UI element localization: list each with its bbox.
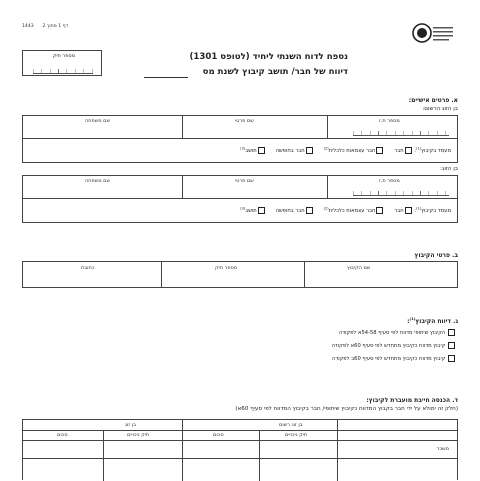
col-first-name: שם פרטי — [235, 118, 254, 124]
econ-indep-note: (2) — [323, 206, 329, 211]
leave-checkbox[interactable] — [306, 147, 313, 154]
kibbutz-details-box — [22, 261, 458, 288]
col-first-name: שם פרטי — [235, 178, 254, 184]
id-digit-boxes[interactable] — [353, 191, 449, 196]
divider — [23, 198, 457, 199]
resident-note: (3) — [240, 146, 246, 151]
col-id: מספר ת.ז — [379, 118, 400, 124]
report-option-1-checkbox[interactable] — [448, 329, 455, 336]
econ-indep-note: (2) — [323, 146, 329, 151]
report-option-3-label: קיבוץ מדווח כקיבוץ מתחדש לפי סעיף 60ב לפקודה — [331, 356, 446, 362]
report-option-2[interactable] — [332, 342, 456, 349]
logo-emblem-icon — [410, 20, 456, 50]
status-label: מעמד בקיבוץ — [421, 148, 451, 154]
status-row: מעמד בקיבוץ$^{(1)}$: חבר חבר עצמאות כלכלית$^{(2)}$ חבר בחופשה תושב$^{(3)}$ — [240, 146, 451, 154]
col-family-name: שם משפחה — [85, 118, 111, 124]
report-option-2-checkbox[interactable] — [448, 342, 455, 349]
form-subtitle: דיווח של חבר/ תושב קיבוץ לשנת מס — [202, 67, 348, 77]
divider — [23, 440, 457, 441]
divider — [327, 116, 328, 138]
resident-note: (3) — [240, 206, 246, 211]
spouse-box — [22, 175, 458, 223]
col-family-name: שם משפחה — [85, 178, 111, 184]
econ-indep-label: חבר עצמאות כלכלית — [328, 148, 376, 154]
report-option-3-checkbox[interactable] — [448, 355, 455, 362]
resident-label: תושב — [245, 208, 257, 214]
col-kibbutz-name: שם הקיבוץ — [347, 265, 371, 271]
status-note: (1) — [416, 146, 422, 151]
page-ref-text: דף 1 מתוך 2 — [42, 24, 69, 29]
section-c-note: (1) — [409, 317, 416, 321]
col-sum-registered: סכום — [213, 432, 224, 438]
section-d-subtitle: (חלק זה ימולא על ידי חבר בקבוץ המדווח כקיבוץ שיתופי/ חבר בקיבוץ המדווח לפי סעיף 60א) — [235, 406, 458, 412]
divider — [23, 138, 457, 139]
divider — [161, 262, 162, 287]
col-file-number: מספר תיק — [215, 265, 238, 271]
section-b-title: ב. פרטי הקיבוץ — [414, 252, 458, 259]
page-reference — [22, 25, 68, 30]
group-spouse: בן זוג — [125, 422, 136, 428]
divider — [259, 430, 260, 481]
col-id: מספר ת.ז — [379, 178, 400, 184]
status-note: (1) — [416, 206, 422, 211]
leave-label: חבר בחופשה — [275, 208, 305, 214]
section-d-title: ד. הכנסה חייבת מועברת לקיבוץ: — [366, 397, 458, 404]
report-option-1[interactable] — [339, 329, 456, 336]
econ-indep-label: חבר עצמאות כלכלית — [328, 208, 376, 214]
resident-checkbox[interactable] — [258, 207, 265, 214]
member-checkbox[interactable] — [405, 147, 412, 154]
col-address: כתובת — [81, 265, 95, 271]
member-checkbox[interactable] — [405, 207, 412, 214]
econ-indep-checkbox[interactable] — [376, 147, 383, 154]
member-label: חבר — [394, 148, 404, 154]
divider — [23, 430, 457, 431]
section-c-title-text: ג. דיווח הקיבוץ — [415, 318, 458, 325]
econ-indep-checkbox[interactable] — [376, 207, 383, 214]
section-c-title: ג. דיווח הקיבוץ$^{(1)}$: — [407, 317, 458, 325]
registered-spouse-label: בן הזוג הרשום: — [422, 106, 458, 112]
divider — [182, 176, 183, 198]
report-option-2-label: קיבוץ מדווח כקיבוץ מתחדש לפי סעיף 60א לפקודה — [331, 343, 446, 349]
leave-checkbox[interactable] — [306, 207, 313, 214]
tax-year-field-line[interactable] — [144, 77, 188, 78]
transferred-income-table — [22, 419, 458, 480]
divider — [23, 458, 457, 459]
leave-label: חבר בחופשה — [275, 148, 305, 154]
col-deductions-spouse: תיק ניכויים — [127, 432, 150, 438]
registered-spouse-box — [22, 115, 458, 163]
report-option-1-label: הקיבוץ שיתופי מדווח לפי סעיף 54-58א לפקודה — [338, 330, 446, 336]
member-label: חבר — [394, 208, 404, 214]
col-deductions-registered: תיק ניכויים — [285, 432, 308, 438]
id-digit-boxes[interactable] — [353, 131, 449, 136]
resident-checkbox[interactable] — [258, 147, 265, 154]
divider — [182, 116, 183, 138]
form-number: 1443 — [22, 24, 34, 29]
tax-authority-logo — [410, 20, 456, 50]
divider — [337, 420, 338, 481]
col-sum-spouse: סכום — [57, 432, 68, 438]
status-label: מעמד בקיבוץ — [421, 208, 451, 214]
form-title: נספח לדוח השנתי ליחיד (לטופס 1301) — [189, 52, 348, 62]
report-option-3[interactable] — [332, 355, 456, 362]
section-a-title: א. פרטים אישיים: — [408, 97, 458, 104]
divider — [103, 430, 104, 481]
resident-label: תושב — [245, 148, 257, 154]
file-number-box[interactable] — [22, 50, 102, 76]
group-registered-spouse: בן זוג רשום — [279, 422, 303, 428]
divider — [182, 420, 183, 481]
spouse-label: בן הזוג: — [440, 166, 458, 172]
file-number-label: מספר תיק — [52, 53, 75, 59]
divider — [304, 262, 305, 287]
status-row: מעמד בקיבוץ$^{(1)}$: חבר חבר עצמאות כלכלית$^{(2)}$ חבר בחופשה תושב$^{(3)}$ — [240, 206, 451, 214]
file-number-digit-boxes[interactable] — [33, 69, 93, 74]
divider — [327, 176, 328, 198]
row-salary-label: משכר — [436, 446, 449, 452]
